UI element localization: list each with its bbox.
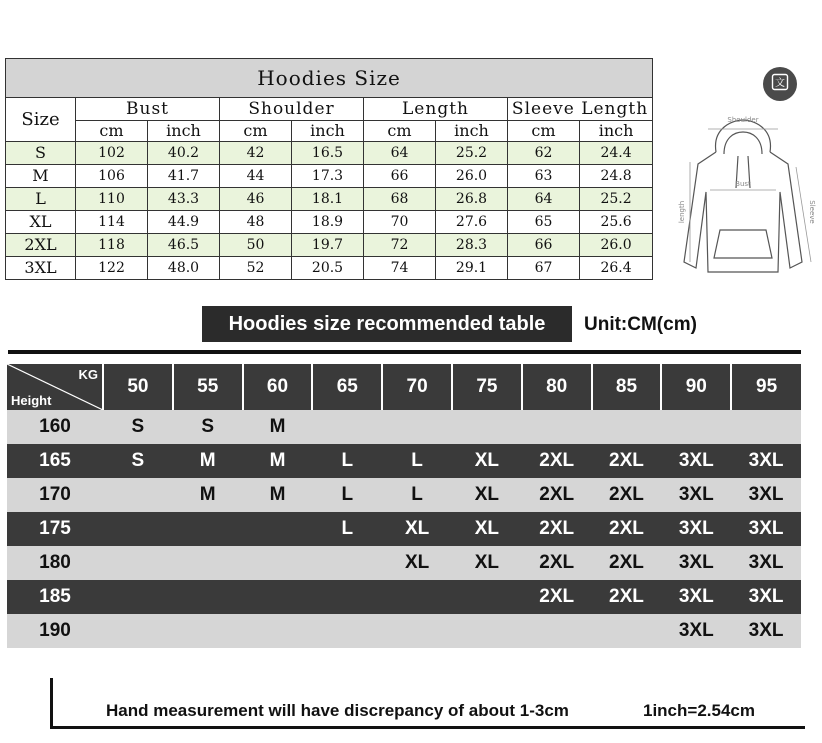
recommended-size-cell: 3XL (731, 478, 801, 512)
recommended-size-cell (312, 410, 382, 444)
measurement-cell: 40.2 (148, 142, 220, 165)
size-row (6, 211, 653, 234)
recommended-size-cell (243, 580, 313, 614)
height-cell: 180 (7, 546, 103, 580)
recommended-size-cell (243, 546, 313, 580)
size-cell: S (6, 142, 76, 165)
measurement-cell: 110 (76, 188, 148, 211)
height-row (7, 580, 801, 614)
recommended-size-cell: M (173, 478, 243, 512)
measurement-cell: 25.2 (436, 142, 508, 165)
recommended-size-cell (731, 410, 801, 444)
unit-header: inch (148, 121, 220, 142)
measurement-cell: 17.3 (292, 165, 364, 188)
weight-header: 65 (312, 364, 382, 410)
measurement-cell: 16.5 (292, 142, 364, 165)
size-cell: XL (6, 211, 76, 234)
height-cell: 165 (7, 444, 103, 478)
height-label: Height (11, 393, 52, 408)
recommended-size-cell: 2XL (522, 512, 592, 546)
size-table-title: Hoodies Size (6, 59, 653, 98)
unit-header: cm (364, 121, 436, 142)
recommended-size-cell (592, 614, 662, 648)
recommended-size-cell: XL (452, 444, 522, 478)
recommended-size-cell (173, 512, 243, 546)
height-cell: 190 (7, 614, 103, 648)
measurement-cell: 29.1 (436, 257, 508, 280)
measurement-cell: 48.0 (148, 257, 220, 280)
diagram-sleeve-label: Sleeve (808, 200, 816, 224)
recommended-size-cell (452, 614, 522, 648)
measurement-cell: 114 (76, 211, 148, 234)
recommended-size-cell: S (173, 410, 243, 444)
unit-header: inch (292, 121, 364, 142)
recommended-size-cell (243, 512, 313, 546)
unit-header: cm (508, 121, 580, 142)
measurement-cell: 67 (508, 257, 580, 280)
recommended-size-cell: M (173, 444, 243, 478)
recommended-size-cell (103, 580, 173, 614)
height-row (7, 444, 801, 478)
size-row (6, 188, 653, 211)
recommended-size-cell (382, 410, 452, 444)
recommended-size-cell: 3XL (731, 444, 801, 478)
recommended-size-cell (173, 580, 243, 614)
shoulder-header: Shoulder (220, 98, 364, 121)
size-row (6, 257, 653, 280)
recommended-size-cell: XL (452, 546, 522, 580)
measurement-cell: 28.3 (436, 234, 508, 257)
unit-header: cm (76, 121, 148, 142)
weight-header: 50 (103, 364, 173, 410)
recommended-size-cell: L (312, 444, 382, 478)
measurement-cell: 72 (364, 234, 436, 257)
unit-header: inch (436, 121, 508, 142)
measurement-cell: 66 (364, 165, 436, 188)
measurement-cell: 64 (508, 188, 580, 211)
recommended-size-cell: 2XL (592, 444, 662, 478)
recommended-size-cell (592, 410, 662, 444)
recommended-size-cell (312, 546, 382, 580)
recommended-size-cell (173, 546, 243, 580)
bust-header: Bust (76, 98, 220, 121)
recommended-size-cell: 3XL (731, 512, 801, 546)
weight-header: 90 (661, 364, 731, 410)
height-weight-corner (7, 364, 103, 410)
recommended-size-cell: 3XL (661, 512, 731, 546)
recommended-size-cell (103, 512, 173, 546)
recommended-size-cell (103, 478, 173, 512)
unit-label: Unit:CM(cm) (584, 314, 697, 335)
measurement-cell: 27.6 (436, 211, 508, 234)
recommended-size-cell: M (243, 410, 313, 444)
measurement-cell: 48 (220, 211, 292, 234)
measurement-note: Hand measurement will have discrepancy of about 1-3cm (106, 701, 569, 720)
size-cell: 2XL (6, 234, 76, 257)
recommended-size-cell: L (382, 444, 452, 478)
recommended-size-cell: 3XL (731, 580, 801, 614)
size-cell: M (6, 165, 76, 188)
measurement-cell: 24.8 (580, 165, 653, 188)
measurement-cell: 68 (364, 188, 436, 211)
recommended-size-cell: 2XL (522, 580, 592, 614)
measurement-cell: 52 (220, 257, 292, 280)
size-row (6, 142, 653, 165)
size-row (6, 165, 653, 188)
size-row (6, 234, 653, 257)
diagram-shoulder-label: Shoulder (727, 116, 759, 124)
recommended-size-cell: M (243, 444, 313, 478)
measurement-cell: 19.7 (292, 234, 364, 257)
measurement-cell: 44.9 (148, 211, 220, 234)
recommended-size-cell (452, 410, 522, 444)
unit-header: cm (220, 121, 292, 142)
recommended-size-cell: XL (452, 512, 522, 546)
measurement-cell: 102 (76, 142, 148, 165)
height-cell: 185 (7, 580, 103, 614)
measurement-cell: 43.3 (148, 188, 220, 211)
recommended-size-cell (312, 614, 382, 648)
recommended-size-cell (243, 614, 313, 648)
measurement-cell: 26.0 (580, 234, 653, 257)
recommended-size-cell: 2XL (592, 546, 662, 580)
height-row (7, 512, 801, 546)
weight-header: 75 (452, 364, 522, 410)
recommended-size-table (7, 364, 801, 648)
weight-header: 60 (243, 364, 313, 410)
measurement-cell: 26.4 (580, 257, 653, 280)
measurement-cell: 74 (364, 257, 436, 280)
measurement-cell: 122 (76, 257, 148, 280)
recommended-size-cell: 3XL (661, 478, 731, 512)
measurement-cell: 18.1 (292, 188, 364, 211)
weight-header: 55 (173, 364, 243, 410)
recommended-size-cell: L (382, 478, 452, 512)
recommended-size-cell (382, 614, 452, 648)
recommended-size-cell: L (312, 478, 382, 512)
length-header: Length (364, 98, 508, 121)
recommended-size-cell: 3XL (731, 614, 801, 648)
recommended-size-cell: 2XL (592, 580, 662, 614)
recommended-size-cell (312, 580, 382, 614)
height-cell: 170 (7, 478, 103, 512)
weight-header: 85 (592, 364, 662, 410)
measurement-cell: 106 (76, 165, 148, 188)
measurement-cell: 46.5 (148, 234, 220, 257)
kg-label: KG (78, 367, 98, 382)
recommended-size-cell: L (312, 512, 382, 546)
recommended-size-cell (661, 410, 731, 444)
sleeve-length-header: Sleeve Length (508, 98, 653, 121)
measurement-cell: 44 (220, 165, 292, 188)
height-row (7, 614, 801, 648)
recommended-size-cell (173, 614, 243, 648)
measurement-cell: 25.2 (580, 188, 653, 211)
measurement-cell: 18.9 (292, 211, 364, 234)
hoodie-measurement-diagram (668, 112, 818, 287)
measurement-cell: 62 (508, 142, 580, 165)
measurement-cell: 24.4 (580, 142, 653, 165)
height-cell: 160 (7, 410, 103, 444)
recommended-size-cell: M (243, 478, 313, 512)
translate-button[interactable] (763, 67, 797, 101)
recommended-size-cell: 2XL (522, 546, 592, 580)
measurement-cell: 70 (364, 211, 436, 234)
measurement-cell: 118 (76, 234, 148, 257)
recommended-size-cell (103, 614, 173, 648)
unit-header: inch (580, 121, 653, 142)
size-column-header: Size (6, 98, 76, 142)
diagram-bust-label: Bust (735, 180, 751, 188)
measurement-cell: 64 (364, 142, 436, 165)
recommended-size-cell (382, 580, 452, 614)
size-table (5, 58, 653, 280)
height-row (7, 546, 801, 580)
measurement-cell: 65 (508, 211, 580, 234)
inch-conversion: 1inch=2.54cm (643, 701, 755, 720)
measurement-cell: 46 (220, 188, 292, 211)
recommended-size-cell: S (103, 410, 173, 444)
measurement-cell: 66 (508, 234, 580, 257)
recommended-size-cell: 3XL (731, 546, 801, 580)
weight-header: 70 (382, 364, 452, 410)
recommended-size-cell: XL (452, 478, 522, 512)
recommended-size-cell: 3XL (661, 614, 731, 648)
recommended-size-cell (452, 580, 522, 614)
recommended-size-cell: XL (382, 512, 452, 546)
recommended-size-cell: 2XL (592, 512, 662, 546)
recommended-size-cell: 2XL (522, 444, 592, 478)
measurement-cell: 26.8 (436, 188, 508, 211)
recommended-size-cell (522, 614, 592, 648)
recommended-table-title: Hoodies size recommended table (202, 306, 572, 342)
recommended-size-cell: 3XL (661, 444, 731, 478)
recommended-size-cell: 2XL (522, 478, 592, 512)
height-cell: 175 (7, 512, 103, 546)
size-cell: 3XL (6, 257, 76, 280)
diagram-length-label: length (678, 200, 686, 224)
measurement-cell: 25.6 (580, 211, 653, 234)
measurement-cell: 41.7 (148, 165, 220, 188)
measurement-cell: 26.0 (436, 165, 508, 188)
height-row (7, 478, 801, 512)
recommended-size-cell: 3XL (661, 546, 731, 580)
height-row (7, 410, 801, 444)
weight-header: 80 (522, 364, 592, 410)
measurement-cell: 50 (220, 234, 292, 257)
recommended-size-cell (103, 546, 173, 580)
measurement-cell: 63 (508, 165, 580, 188)
divider (8, 350, 801, 354)
svg-text:文: 文 (775, 78, 785, 89)
recommended-size-cell (522, 410, 592, 444)
weight-header: 95 (731, 364, 801, 410)
recommended-size-cell: S (103, 444, 173, 478)
size-cell: L (6, 188, 76, 211)
measurement-cell: 20.5 (292, 257, 364, 280)
translate-icon (771, 73, 789, 95)
measurement-cell: 42 (220, 142, 292, 165)
recommended-size-cell: 2XL (592, 478, 662, 512)
recommended-size-cell: 3XL (661, 580, 731, 614)
recommended-size-cell: XL (382, 546, 452, 580)
